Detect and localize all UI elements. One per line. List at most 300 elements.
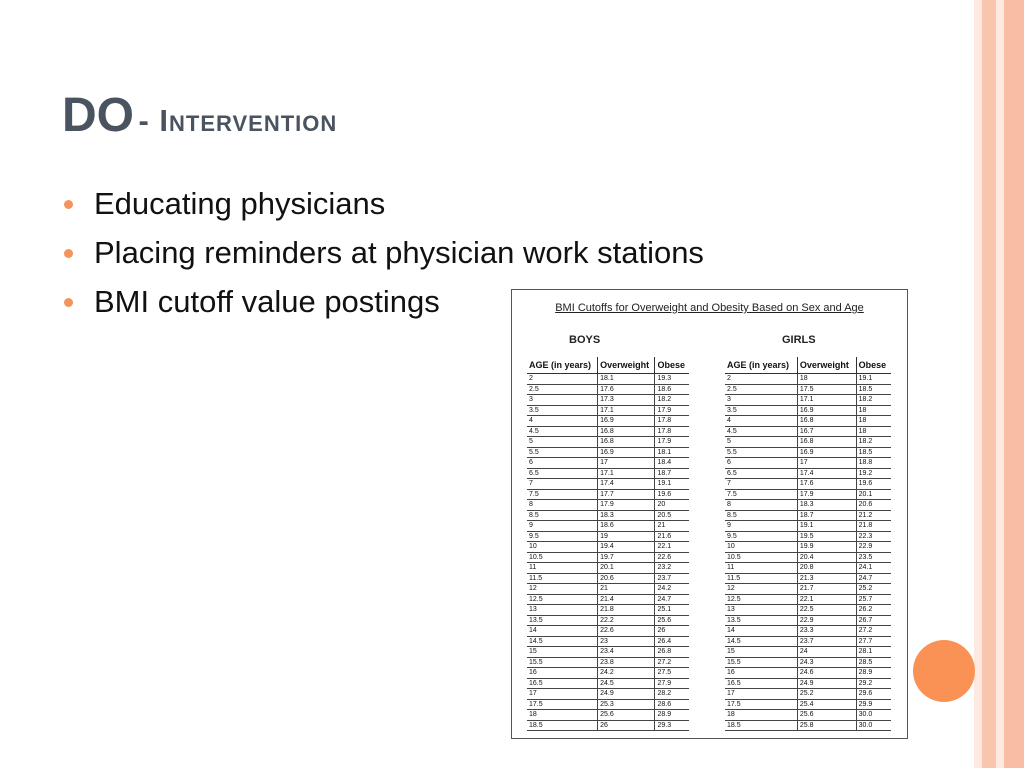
table-row: [725, 657, 891, 668]
table-cell: 16.9: [797, 405, 856, 416]
table-cell: 12: [725, 584, 797, 595]
slide-title: [62, 88, 337, 143]
table-cell: 25.6: [797, 710, 856, 721]
table-cell: 17: [725, 689, 797, 700]
bullet-dot-icon: [64, 298, 73, 307]
table-row: [527, 531, 689, 542]
girls-table: [725, 357, 891, 731]
table-cell: 18.5: [527, 720, 598, 731]
table-cell: 18.4: [655, 458, 689, 469]
table-row: [725, 615, 891, 626]
table-cell: 16.9: [598, 416, 655, 427]
table-row: [527, 626, 689, 637]
bmi-table-title: BMI Cutoffs for Overweight and Obesity Based on Sex and Age: [555, 302, 864, 314]
table-cell: 12.5: [725, 594, 797, 605]
table-row: [725, 678, 891, 689]
table-cell: 17.5: [527, 699, 598, 710]
table-cell: 22.1: [655, 542, 689, 553]
table-row: [527, 689, 689, 700]
table-cell: 25.7: [856, 594, 891, 605]
table-cell: 17: [527, 689, 598, 700]
table-cell: 17.1: [598, 405, 655, 416]
table-cell: 20.8: [797, 563, 856, 574]
table-cell: 17: [598, 458, 655, 469]
table-cell: 13: [725, 605, 797, 616]
table-cell: 19: [598, 531, 655, 542]
boys-table: [527, 357, 689, 731]
decorative-stripes: [974, 0, 1024, 768]
bmi-cutoff-image: [511, 289, 908, 739]
table-row: [725, 699, 891, 710]
table-row: [527, 405, 689, 416]
table-cell: 15.5: [725, 657, 797, 668]
table-cell: 14: [725, 626, 797, 637]
table-row: [527, 542, 689, 553]
table-cell: 23: [598, 636, 655, 647]
table-cell: 17.5: [725, 699, 797, 710]
table-cell: 19.4: [598, 542, 655, 553]
table-row: [527, 720, 689, 731]
table-cell: 24.2: [655, 584, 689, 595]
table-cell: 20.6: [598, 573, 655, 584]
table-cell: 8: [725, 500, 797, 511]
table-cell: 25.6: [598, 710, 655, 721]
table-row: [725, 647, 891, 658]
girls-label: GIRLS: [782, 334, 816, 346]
table-cell: 19.9: [797, 542, 856, 553]
table-cell: 20.1: [598, 563, 655, 574]
table-row: [527, 563, 689, 574]
table-row: [725, 668, 891, 679]
table-cell: 16.7: [797, 426, 856, 437]
table-cell: 14.5: [725, 636, 797, 647]
table-cell: 12.5: [527, 594, 598, 605]
table-cell: 11: [725, 563, 797, 574]
table-row: [527, 489, 689, 500]
table-row: [725, 395, 891, 406]
table-cell: 3.5: [527, 405, 598, 416]
table-row: [527, 668, 689, 679]
table-cell: 21: [598, 584, 655, 595]
table-row: [527, 699, 689, 710]
table-cell: 8: [527, 500, 598, 511]
table-row: [725, 573, 891, 584]
table-cell: 29.3: [655, 720, 689, 731]
table-cell: 28.9: [655, 710, 689, 721]
table-cell: 9: [527, 521, 598, 532]
table-cell: 23.2: [655, 563, 689, 574]
table-row: [527, 395, 689, 406]
table-cell: 24.7: [655, 594, 689, 605]
table-cell: 18.6: [655, 384, 689, 395]
table-cell: 3: [725, 395, 797, 406]
table-cell: 18.7: [655, 468, 689, 479]
stripe-4: [1004, 0, 1024, 768]
table-row: [527, 374, 689, 385]
table-cell: 17.9: [598, 500, 655, 511]
table-cell: 20: [655, 500, 689, 511]
table-cell: 21.8: [856, 521, 891, 532]
table-cell: 25.8: [797, 720, 856, 731]
table-row: [725, 374, 891, 385]
table-cell: 17.6: [797, 479, 856, 490]
col-header-age: AGE (in years): [527, 357, 598, 374]
table-cell: 26.7: [856, 615, 891, 626]
table-cell: 19.3: [655, 374, 689, 385]
table-cell: 20.1: [856, 489, 891, 500]
table-row: [725, 584, 891, 595]
bullet-text: Placing reminders at physician work stations: [94, 235, 704, 270]
table-row: [527, 426, 689, 437]
table-row: [725, 594, 891, 605]
table-cell: 18.3: [598, 510, 655, 521]
table-cell: 5.5: [725, 447, 797, 458]
table-row: [527, 468, 689, 479]
table-cell: 16.9: [797, 447, 856, 458]
table-row: [725, 500, 891, 511]
table-cell: 28.5: [856, 657, 891, 668]
stripe-3: [996, 0, 1004, 768]
table-row: [725, 458, 891, 469]
table-cell: 24: [797, 647, 856, 658]
table-cell: 16: [725, 668, 797, 679]
table-cell: 20.5: [655, 510, 689, 521]
table-cell: 23.7: [655, 573, 689, 584]
table-cell: 24.1: [856, 563, 891, 574]
table-cell: 24.5: [598, 678, 655, 689]
table-cell: 13.5: [725, 615, 797, 626]
table-cell: 4: [725, 416, 797, 427]
table-row: [527, 437, 689, 448]
table-row: [725, 626, 891, 637]
table-row: [725, 720, 891, 731]
table-cell: 23.5: [856, 552, 891, 563]
table-cell: 4.5: [527, 426, 598, 437]
table-cell: 18.7: [797, 510, 856, 521]
table-cell: 21.6: [655, 531, 689, 542]
table-cell: 10: [527, 542, 598, 553]
table-cell: 16.8: [598, 426, 655, 437]
table-row: [725, 479, 891, 490]
table-cell: 12: [527, 584, 598, 595]
table-cell: 19.5: [797, 531, 856, 542]
table-cell: 19.1: [797, 521, 856, 532]
table-row: [725, 605, 891, 616]
table-cell: 6.5: [725, 468, 797, 479]
table-cell: 11: [527, 563, 598, 574]
table-cell: 17.5: [797, 384, 856, 395]
table-cell: 16.8: [797, 437, 856, 448]
table-cell: 11.5: [527, 573, 598, 584]
table-row: [527, 605, 689, 616]
table-cell: 21.2: [856, 510, 891, 521]
table-cell: 18.2: [856, 395, 891, 406]
table-row: [725, 689, 891, 700]
table-cell: 18.5: [856, 447, 891, 458]
table-cell: 16.5: [725, 678, 797, 689]
table-cell: 27.2: [856, 626, 891, 637]
table-row: [527, 710, 689, 721]
table-cell: 28.1: [856, 647, 891, 658]
table-cell: 19.6: [856, 479, 891, 490]
table-cell: 26.2: [856, 605, 891, 616]
table-cell: 22.1: [797, 594, 856, 605]
table-row: [527, 416, 689, 427]
table-row: [527, 678, 689, 689]
table-cell: 27.7: [856, 636, 891, 647]
decorative-circle: [913, 640, 975, 702]
table-cell: 25.4: [797, 699, 856, 710]
table-cell: 25.3: [598, 699, 655, 710]
table-cell: 18.1: [655, 447, 689, 458]
col-header-obese: Obese: [655, 357, 689, 374]
table-row: [725, 521, 891, 532]
table-cell: 22.2: [598, 615, 655, 626]
table-cell: 22.6: [655, 552, 689, 563]
table-cell: 7.5: [725, 489, 797, 500]
table-cell: 21.3: [797, 573, 856, 584]
table-row: [527, 479, 689, 490]
table-cell: 19.1: [856, 374, 891, 385]
table-cell: 29.9: [856, 699, 891, 710]
table-cell: 27.5: [655, 668, 689, 679]
table-row: [725, 531, 891, 542]
table-cell: 24.9: [797, 678, 856, 689]
table-cell: 17.4: [797, 468, 856, 479]
table-cell: 20.6: [856, 500, 891, 511]
table-cell: 7: [725, 479, 797, 490]
title-sub: - Intervention: [138, 103, 338, 138]
table-cell: 17.9: [655, 405, 689, 416]
table-cell: 4: [527, 416, 598, 427]
table-row: [725, 437, 891, 448]
table-row: [725, 405, 891, 416]
table-row: [725, 426, 891, 437]
table-cell: 16.9: [598, 447, 655, 458]
stripe-2: [982, 0, 996, 768]
table-row: [725, 636, 891, 647]
table-cell: 6: [527, 458, 598, 469]
table-row: [527, 573, 689, 584]
table-cell: 25.1: [655, 605, 689, 616]
table-cell: 19.6: [655, 489, 689, 500]
table-cell: 18: [797, 374, 856, 385]
table-cell: 8.5: [725, 510, 797, 521]
table-row: [527, 636, 689, 647]
table-cell: 27.2: [655, 657, 689, 668]
table-cell: 17.1: [797, 395, 856, 406]
table-cell: 18.3: [797, 500, 856, 511]
col-header-overweight: Overweight: [598, 357, 655, 374]
table-cell: 15: [725, 647, 797, 658]
title-main: DO: [62, 89, 134, 142]
table-cell: 18.5: [725, 720, 797, 731]
table-cell: 16.5: [527, 678, 598, 689]
table-cell: 2: [527, 374, 598, 385]
table-cell: 15: [527, 647, 598, 658]
bullet-item: [62, 184, 704, 233]
table-cell: 21.8: [598, 605, 655, 616]
table-row: [527, 384, 689, 395]
table-row: [527, 458, 689, 469]
table-cell: 10.5: [527, 552, 598, 563]
table-cell: 5: [527, 437, 598, 448]
table-cell: 10: [725, 542, 797, 553]
bullet-item: [62, 233, 704, 282]
table-cell: 18.6: [598, 521, 655, 532]
table-cell: 17: [797, 458, 856, 469]
table-row: [725, 710, 891, 721]
table-cell: 9.5: [527, 531, 598, 542]
table-cell: 19.7: [598, 552, 655, 563]
table-cell: 24.6: [797, 668, 856, 679]
table-cell: 28.9: [856, 668, 891, 679]
table-cell: 26: [655, 626, 689, 637]
table-cell: 27.9: [655, 678, 689, 689]
col-header-age: AGE (in years): [725, 357, 797, 374]
table-row: [527, 510, 689, 521]
table-row: [527, 500, 689, 511]
table-row: [527, 521, 689, 532]
table-row: [725, 489, 891, 500]
col-header-obese: Obese: [856, 357, 891, 374]
table-row: [725, 542, 891, 553]
table-cell: 17.7: [598, 489, 655, 500]
table-cell: 15.5: [527, 657, 598, 668]
bullet-text: BMI cutoff value postings: [94, 284, 440, 319]
table-cell: 10.5: [725, 552, 797, 563]
table-cell: 26.4: [655, 636, 689, 647]
col-header-overweight: Overweight: [797, 357, 856, 374]
table-cell: 23.7: [797, 636, 856, 647]
table-cell: 22.6: [598, 626, 655, 637]
table-cell: 3: [527, 395, 598, 406]
table-cell: 4.5: [725, 426, 797, 437]
table-row: [527, 447, 689, 458]
table-cell: 5.5: [527, 447, 598, 458]
table-cell: 18: [856, 416, 891, 427]
table-cell: 9.5: [725, 531, 797, 542]
table-row: [527, 657, 689, 668]
table-cell: 11.5: [725, 573, 797, 584]
table-cell: 18: [856, 405, 891, 416]
boys-label: BOYS: [569, 334, 601, 346]
table-row: [527, 584, 689, 595]
table-cell: 24.2: [598, 668, 655, 679]
table-cell: 29.6: [856, 689, 891, 700]
table-cell: 18.8: [856, 458, 891, 469]
table-cell: 19.1: [655, 479, 689, 490]
table-row: [527, 647, 689, 658]
table-cell: 24.3: [797, 657, 856, 668]
table-cell: 13.5: [527, 615, 598, 626]
table-cell: 23.3: [797, 626, 856, 637]
table-row: [527, 552, 689, 563]
table-cell: 16.8: [797, 416, 856, 427]
table-cell: 9: [725, 521, 797, 532]
table-cell: 8.5: [527, 510, 598, 521]
table-cell: 18.2: [655, 395, 689, 406]
table-cell: 17.8: [655, 426, 689, 437]
table-cell: 2.5: [725, 384, 797, 395]
table-row: [725, 510, 891, 521]
table-cell: 20.4: [797, 552, 856, 563]
table-cell: 16: [527, 668, 598, 679]
table-cell: 14: [527, 626, 598, 637]
table-cell: 23.8: [598, 657, 655, 668]
table-cell: 18.5: [856, 384, 891, 395]
table-cell: 22.9: [797, 615, 856, 626]
table-cell: 30.0: [856, 720, 891, 731]
table-cell: 28.2: [655, 689, 689, 700]
table-cell: 24.7: [856, 573, 891, 584]
table-cell: 25.6: [655, 615, 689, 626]
table-cell: 22.9: [856, 542, 891, 553]
table-cell: 28.6: [655, 699, 689, 710]
table-cell: 2: [725, 374, 797, 385]
table-cell: 21.4: [598, 594, 655, 605]
bullet-dot-icon: [64, 200, 73, 209]
table-row: [725, 563, 891, 574]
bullet-dot-icon: [64, 249, 73, 258]
table-cell: 17.4: [598, 479, 655, 490]
table-row: [725, 552, 891, 563]
table-cell: 5: [725, 437, 797, 448]
table-cell: 19.2: [856, 468, 891, 479]
table-row: [527, 615, 689, 626]
table-row: [725, 384, 891, 395]
stripe-1: [974, 0, 982, 768]
table-cell: 26: [598, 720, 655, 731]
table-cell: 6.5: [527, 468, 598, 479]
table-row: [725, 416, 891, 427]
table-cell: 30.0: [856, 710, 891, 721]
table-cell: 18: [527, 710, 598, 721]
table-cell: 25.2: [856, 584, 891, 595]
table-cell: 18.1: [598, 374, 655, 385]
table-cell: 17.6: [598, 384, 655, 395]
bullet-text: Educating physicians: [94, 186, 386, 221]
table-cell: 17.8: [655, 416, 689, 427]
table-cell: 23.4: [598, 647, 655, 658]
table-cell: 16.8: [598, 437, 655, 448]
table-cell: 2.5: [527, 384, 598, 395]
table-cell: 17.1: [598, 468, 655, 479]
table-cell: 7.5: [527, 489, 598, 500]
table-cell: 17.9: [655, 437, 689, 448]
table-cell: 26.8: [655, 647, 689, 658]
table-cell: 13: [527, 605, 598, 616]
table-cell: 25.2: [797, 689, 856, 700]
table-cell: 6: [725, 458, 797, 469]
table-cell: 17.9: [797, 489, 856, 500]
table-cell: 14.5: [527, 636, 598, 647]
table-cell: 18: [725, 710, 797, 721]
table-cell: 21.7: [797, 584, 856, 595]
table-cell: 22.5: [797, 605, 856, 616]
table-cell: 29.2: [856, 678, 891, 689]
table-row: [527, 594, 689, 605]
table-cell: 7: [527, 479, 598, 490]
table-cell: 17.3: [598, 395, 655, 406]
table-cell: 22.3: [856, 531, 891, 542]
table-cell: 24.9: [598, 689, 655, 700]
table-cell: 18: [856, 426, 891, 437]
table-cell: 3.5: [725, 405, 797, 416]
table-row: [725, 447, 891, 458]
table-cell: 21: [655, 521, 689, 532]
table-row: [725, 468, 891, 479]
